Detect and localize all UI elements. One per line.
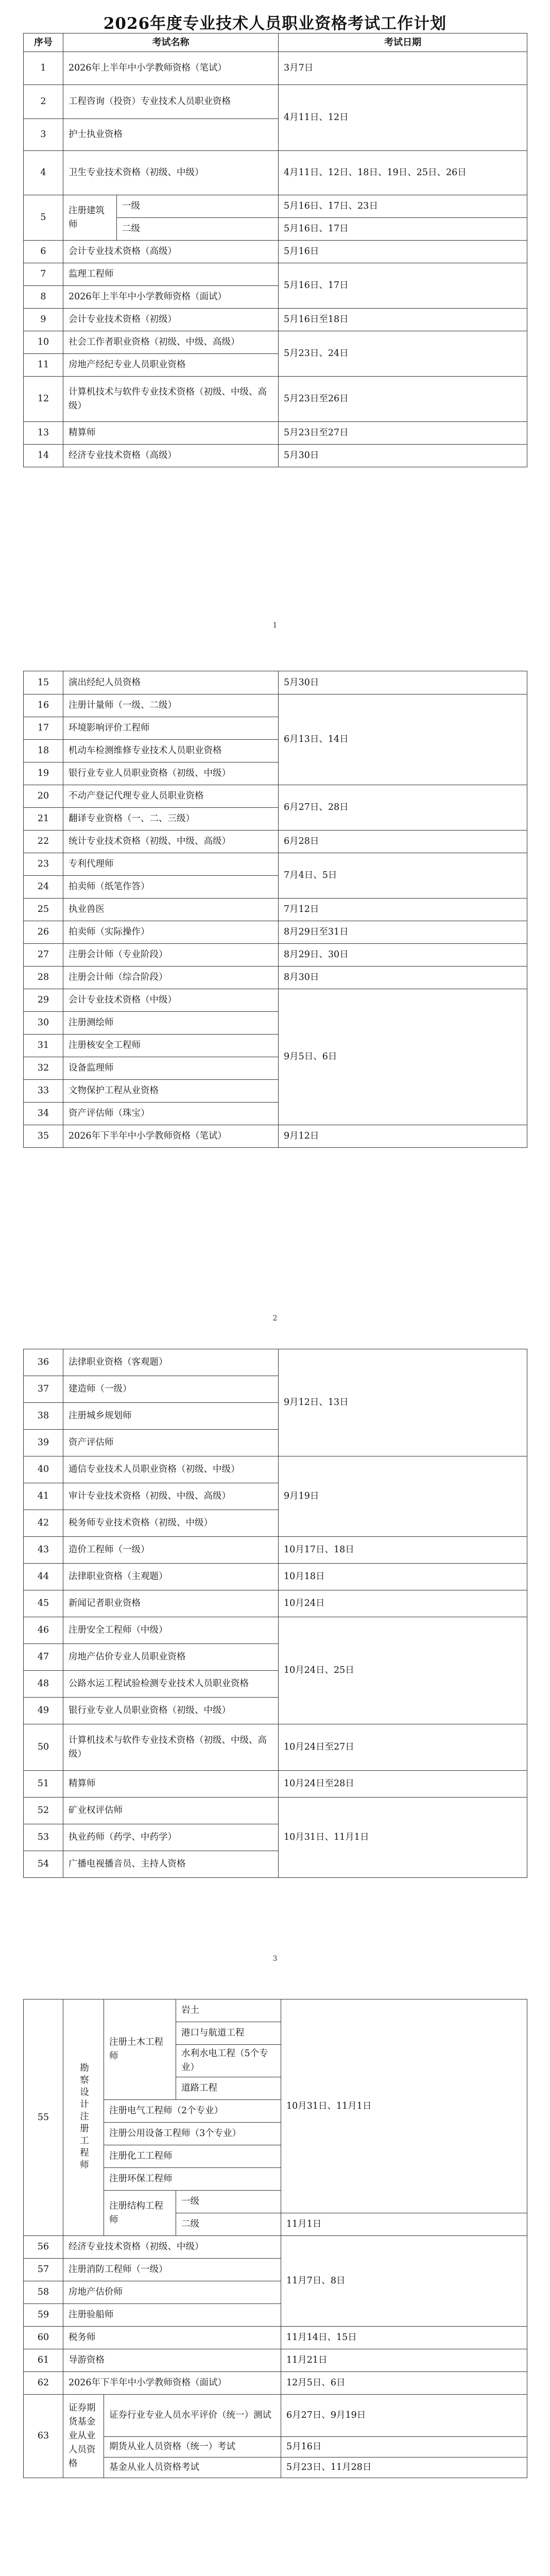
table-row: [24, 241, 527, 263]
exam-name: 不动产登记代理专业人员职业资格: [63, 785, 279, 808]
exam-name: 机动车检测维修专业技术人员职业资格: [63, 740, 279, 762]
table-row: [24, 1590, 527, 1617]
document-title: 2026年度专业技术人员职业资格考试工作计划: [103, 14, 447, 33]
exam-name: 2026年上半年中小学教师资格（笔试）: [63, 52, 279, 85]
exam-name: 环境影响评价工程师: [63, 717, 279, 740]
exam-date: 5月23日至27日: [279, 422, 527, 445]
table-row: [24, 195, 527, 218]
exam-name: 注册土木工程师: [104, 1999, 176, 2100]
exam-name: 新闻记者职业资格: [63, 1590, 279, 1617]
exam-date: 4月11日、12日、18日、19日、25日、26日: [279, 151, 527, 195]
row-number: 40: [24, 1456, 63, 1483]
row-number: 53: [24, 1824, 63, 1851]
row-number: 57: [24, 2259, 63, 2281]
exam-subtype: 道路工程: [176, 2077, 281, 2100]
row-number: 24: [24, 876, 63, 899]
exam-date: 5月23日至26日: [279, 377, 527, 422]
exam-date: 5月16日、17日、23日: [279, 195, 527, 218]
table-row: [24, 445, 527, 467]
exam-subtype: 一级: [176, 2191, 281, 2213]
exam-name: 造价工程师（一级）: [63, 1537, 279, 1564]
exam-name: 注册电气工程师（2个专业）: [104, 2100, 281, 2123]
table-row: [24, 331, 527, 354]
exam-name: 2026年上半年中小学教师资格（面试）: [63, 286, 279, 309]
row-number: 33: [24, 1080, 63, 1103]
exam-name: 导游资格: [63, 2349, 281, 2372]
row-number: 62: [24, 2372, 63, 2395]
exam-date: 10月24日至28日: [279, 1771, 527, 1798]
row-number: 27: [24, 944, 63, 967]
exam-subtype: 二级: [176, 2213, 281, 2236]
row-number: 3: [24, 119, 63, 151]
row-number: 38: [24, 1403, 63, 1430]
exam-name: 注册建筑师: [63, 195, 117, 241]
exam-date: 6月27日、9月19日: [281, 2395, 527, 2437]
exam-date: 9月19日: [279, 1456, 527, 1537]
exam-name: 执业药师（药学、中药学）: [63, 1824, 279, 1851]
exam-subtype: 岩土: [176, 1999, 281, 2022]
exam-name: 注册安全工程师（中级）: [63, 1617, 279, 1644]
exam-date: 12月5日、6日: [281, 2372, 527, 2395]
exam-name: 房地产经纪专业人员职业资格: [63, 354, 279, 377]
row-number: 18: [24, 740, 63, 762]
row-number: 45: [24, 1590, 63, 1617]
table-row: [24, 671, 527, 694]
exam-name: 翻译专业资格（一、二、三级）: [63, 808, 279, 831]
exam-group-label: 勘察设计注册工程师: [63, 1999, 104, 2236]
exam-name: 资产评估师（珠宝）: [63, 1103, 279, 1125]
page-number: 1: [272, 621, 278, 630]
row-number: 46: [24, 1617, 63, 1644]
exam-date: 5月30日: [279, 671, 527, 694]
exam-date: 5月23日、11月28日: [281, 2458, 527, 2478]
exam-name: 法律职业资格（客观题）: [63, 1349, 279, 1376]
exam-name: 房地产估价专业人员职业资格: [63, 1644, 279, 1671]
exam-date: 5月16日、17日: [279, 218, 527, 241]
exam-name: 经济专业技术资格（高级）: [63, 445, 279, 467]
exam-name: 税务师专业技术资格（初级、中级）: [63, 1510, 279, 1537]
exam-date: 8月29日至31日: [279, 921, 527, 944]
table-row: [24, 2372, 527, 2395]
exam-group-label: 证券期货基金业从业人员资格: [63, 2395, 104, 2478]
exam-date: 4月11日、12日: [279, 85, 527, 151]
row-number: 35: [24, 1125, 63, 1148]
row-number: 37: [24, 1376, 63, 1403]
table-row: [24, 377, 527, 422]
table-row: [24, 263, 527, 286]
exam-date: 7月4日、5日: [279, 853, 527, 899]
exam-date: 11月14日、15日: [281, 2327, 527, 2349]
exam-subtype: 港口与航道工程: [176, 2022, 281, 2045]
exam-subtype: 一级: [117, 195, 279, 218]
exam-name: 精算师: [63, 1771, 279, 1798]
exam-name: 注册计量师（一级、二级）: [63, 694, 279, 717]
row-number: 28: [24, 967, 63, 989]
table-row: [24, 2395, 527, 2437]
exam-name: 税务师: [63, 2327, 281, 2349]
row-number: 41: [24, 1483, 63, 1510]
header-no: 序号: [24, 33, 63, 52]
exam-name: 会计专业技术资格（高级）: [63, 241, 279, 263]
row-number: 44: [24, 1564, 63, 1590]
exam-date: 8月29日、30日: [279, 944, 527, 967]
row-number: 17: [24, 717, 63, 740]
exam-date: 3月7日: [279, 52, 527, 85]
exam-date: 9月12日、13日: [279, 1349, 527, 1456]
row-number: 11: [24, 354, 63, 377]
schedule-table-page-4: [23, 1999, 527, 2478]
exam-date: 7月12日: [279, 899, 527, 921]
exam-date: 10月24日至27日: [279, 1724, 527, 1771]
exam-date: 11月21日: [281, 2349, 527, 2372]
row-number: 14: [24, 445, 63, 467]
row-number: 34: [24, 1103, 63, 1125]
row-number: 4: [24, 151, 63, 195]
table-row: [24, 1724, 527, 1771]
row-number: 6: [24, 241, 63, 263]
row-number: 36: [24, 1349, 63, 1376]
exam-date: 10月24日、25日: [279, 1617, 527, 1724]
exam-name: 2026年下半年中小学教师资格（笔试）: [63, 1125, 279, 1148]
table-row: [24, 1798, 527, 1824]
row-number: 49: [24, 1698, 63, 1724]
row-number: 8: [24, 286, 63, 309]
table-row: [24, 85, 527, 119]
row-number: 12: [24, 377, 63, 422]
exam-date: 5月16日: [281, 2437, 527, 2458]
exam-date: 8月30日: [279, 967, 527, 989]
row-number: 21: [24, 808, 63, 831]
exam-name: 2026年下半年中小学教师资格（面试）: [63, 2372, 281, 2395]
row-number: 1: [24, 52, 63, 85]
row-number: 52: [24, 1798, 63, 1824]
table-row: [24, 989, 527, 1012]
exam-name: 注册环保工程师: [104, 2168, 281, 2191]
row-number: 9: [24, 309, 63, 331]
exam-date: 10月17日、18日: [279, 1537, 527, 1564]
table-row: [24, 921, 527, 944]
row-number: 16: [24, 694, 63, 717]
row-number: 59: [24, 2304, 63, 2327]
row-number: 54: [24, 1851, 63, 1878]
exam-name: 拍卖师（实际操作）: [63, 921, 279, 944]
table-row: [24, 309, 527, 331]
exam-name: 证券行业专业人员水平评价（统一）测试: [104, 2395, 281, 2437]
row-number: 22: [24, 831, 63, 853]
page-number: 3: [272, 1955, 278, 1963]
exam-date: 10月18日: [279, 1564, 527, 1590]
header-date: 考试日期: [279, 33, 527, 52]
row-number: 25: [24, 899, 63, 921]
exam-name: 监理工程师: [63, 263, 279, 286]
exam-name: 精算师: [63, 422, 279, 445]
exam-name: 社会工作者职业资格（初级、中级、高级）: [63, 331, 279, 354]
exam-date: 5月16日至18日: [279, 309, 527, 331]
exam-name: 卫生专业技术资格（初级、中级）: [63, 151, 279, 195]
table-row: [24, 1349, 527, 1376]
exam-name: 会计专业技术资格（初级）: [63, 309, 279, 331]
exam-name: 房地产估价师: [63, 2281, 281, 2304]
row-number: 26: [24, 921, 63, 944]
table-row: [24, 1617, 527, 1644]
exam-name: 注册验船师: [63, 2304, 281, 2327]
exam-date: 9月5日、6日: [279, 989, 527, 1125]
row-number: 13: [24, 422, 63, 445]
table-row: [24, 853, 527, 876]
row-number: 2: [24, 85, 63, 119]
exam-name: 法律职业资格（主观题）: [63, 1564, 279, 1590]
exam-name: 期货从业人员资格（统一）考试: [104, 2437, 281, 2458]
table-header-row: [24, 33, 527, 52]
row-number: 5: [24, 195, 63, 241]
exam-name: 注册城乡规划师: [63, 1403, 279, 1430]
row-number: 29: [24, 989, 63, 1012]
table-row: [24, 1999, 527, 2022]
row-number: 43: [24, 1537, 63, 1564]
exam-name: 矿业权评估师: [63, 1798, 279, 1824]
table-row: [24, 2236, 527, 2259]
exam-name: 专利代理师: [63, 853, 279, 876]
row-number: 20: [24, 785, 63, 808]
table-row: [24, 694, 527, 717]
exam-name: 注册测绘师: [63, 1012, 279, 1035]
exam-name: 计算机技术与软件专业技术资格（初级、中级、高级）: [63, 1724, 279, 1771]
exam-name: 执业兽医: [63, 899, 279, 921]
table-row: [24, 785, 527, 808]
exam-date: 9月12日: [279, 1125, 527, 1148]
exam-date: 10月31日、11月1日: [279, 1798, 527, 1878]
table-row: [24, 944, 527, 967]
exam-date: 6月27日、28日: [279, 785, 527, 831]
exam-name: 会计专业技术资格（中级）: [63, 989, 279, 1012]
exam-name: 注册消防工程师（一级）: [63, 2259, 281, 2281]
exam-name: 注册公用设备工程师（3个专业）: [104, 2123, 281, 2145]
row-number: 30: [24, 1012, 63, 1035]
exam-name: 广播电视播音员、主持人资格: [63, 1851, 279, 1878]
exam-subtype: 水利水电工程（5个专业）: [176, 2045, 281, 2077]
row-number: 58: [24, 2281, 63, 2304]
row-number: 51: [24, 1771, 63, 1798]
exam-subtype: 二级: [117, 218, 279, 241]
table-row: [24, 1125, 527, 1148]
row-number: 19: [24, 762, 63, 785]
table-row: [24, 2349, 527, 2372]
row-number: 7: [24, 263, 63, 286]
table-row: [24, 967, 527, 989]
exam-name: 统计专业技术资格（初级、中级、高级）: [63, 831, 279, 853]
exam-name: 工程咨询（投资）专业技术人员职业资格: [63, 85, 279, 119]
exam-date: 6月28日: [279, 831, 527, 853]
schedule-table-page-2: [23, 671, 527, 1148]
exam-date: 5月23日、24日: [279, 331, 527, 377]
exam-date: 5月30日: [279, 445, 527, 467]
table-row: [24, 1456, 527, 1483]
row-number: 50: [24, 1724, 63, 1771]
table-row: [24, 422, 527, 445]
page-number: 2: [272, 1314, 278, 1323]
table-row: [24, 2327, 527, 2349]
exam-name: 计算机技术与软件专业技术资格（初级、中级、高级）: [63, 377, 279, 422]
exam-date: 10月31日、11月1日: [281, 1999, 527, 2213]
table-row: [24, 151, 527, 195]
row-number: 60: [24, 2327, 63, 2349]
exam-date: 11月7日、8日: [281, 2236, 527, 2327]
row-number: 61: [24, 2349, 63, 2372]
table-row: [24, 1537, 527, 1564]
row-number: 15: [24, 671, 63, 694]
exam-name: 注册化工工程师: [104, 2145, 281, 2168]
exam-name: 演出经纪人员资格: [63, 671, 279, 694]
header-name: 考试名称: [63, 33, 279, 52]
row-number: 48: [24, 1671, 63, 1698]
schedule-table-page-1: [23, 33, 527, 467]
row-number: 55: [24, 1999, 63, 2236]
exam-name: 基金从业人员资格考试: [104, 2458, 281, 2478]
exam-name: 通信专业技术人员职业资格（初级、中级）: [63, 1456, 279, 1483]
exam-name: 审计专业技术资格（初级、中级、高级）: [63, 1483, 279, 1510]
exam-name: 公路水运工程试验检测专业技术人员职业资格: [63, 1671, 279, 1698]
exam-name: 经济专业技术资格（初级、中级）: [63, 2236, 281, 2259]
exam-name: 注册结构工程师: [104, 2191, 176, 2236]
row-number: 10: [24, 331, 63, 354]
table-row: [24, 1564, 527, 1590]
table-row: [24, 52, 527, 85]
exam-date: 5月16日: [279, 241, 527, 263]
row-number: 42: [24, 1510, 63, 1537]
row-number: 47: [24, 1644, 63, 1671]
exam-date: 6月13日、14日: [279, 694, 527, 785]
exam-name: 护士执业资格: [63, 119, 279, 151]
exam-name: 文物保护工程从业资格: [63, 1080, 279, 1103]
row-number: 39: [24, 1430, 63, 1456]
exam-name: 注册会计师（专业阶段）: [63, 944, 279, 967]
exam-name: 注册会计师（综合阶段）: [63, 967, 279, 989]
exam-name: 银行业专业人员职业资格（初级、中级）: [63, 762, 279, 785]
exam-name: 银行业专业人员职业资格（初级、中级）: [63, 1698, 279, 1724]
row-number: 32: [24, 1057, 63, 1080]
exam-date: 5月16日、17日: [279, 263, 527, 309]
exam-name: 建造师（一级）: [63, 1376, 279, 1403]
row-number: 31: [24, 1035, 63, 1057]
exam-name: 注册核安全工程师: [63, 1035, 279, 1057]
row-number: 56: [24, 2236, 63, 2259]
table-row: [24, 831, 527, 853]
exam-date: 11月1日: [281, 2213, 527, 2236]
exam-name: 设备监理师: [63, 1057, 279, 1080]
row-number: 23: [24, 853, 63, 876]
exam-date: 10月24日: [279, 1590, 527, 1617]
schedule-table-page-3: [23, 1349, 527, 1878]
table-row: [24, 1771, 527, 1798]
exam-name: 拍卖师（纸笔作答）: [63, 876, 279, 899]
table-row: [24, 899, 527, 921]
exam-name: 资产评估师: [63, 1430, 279, 1456]
row-number: 63: [24, 2395, 63, 2478]
